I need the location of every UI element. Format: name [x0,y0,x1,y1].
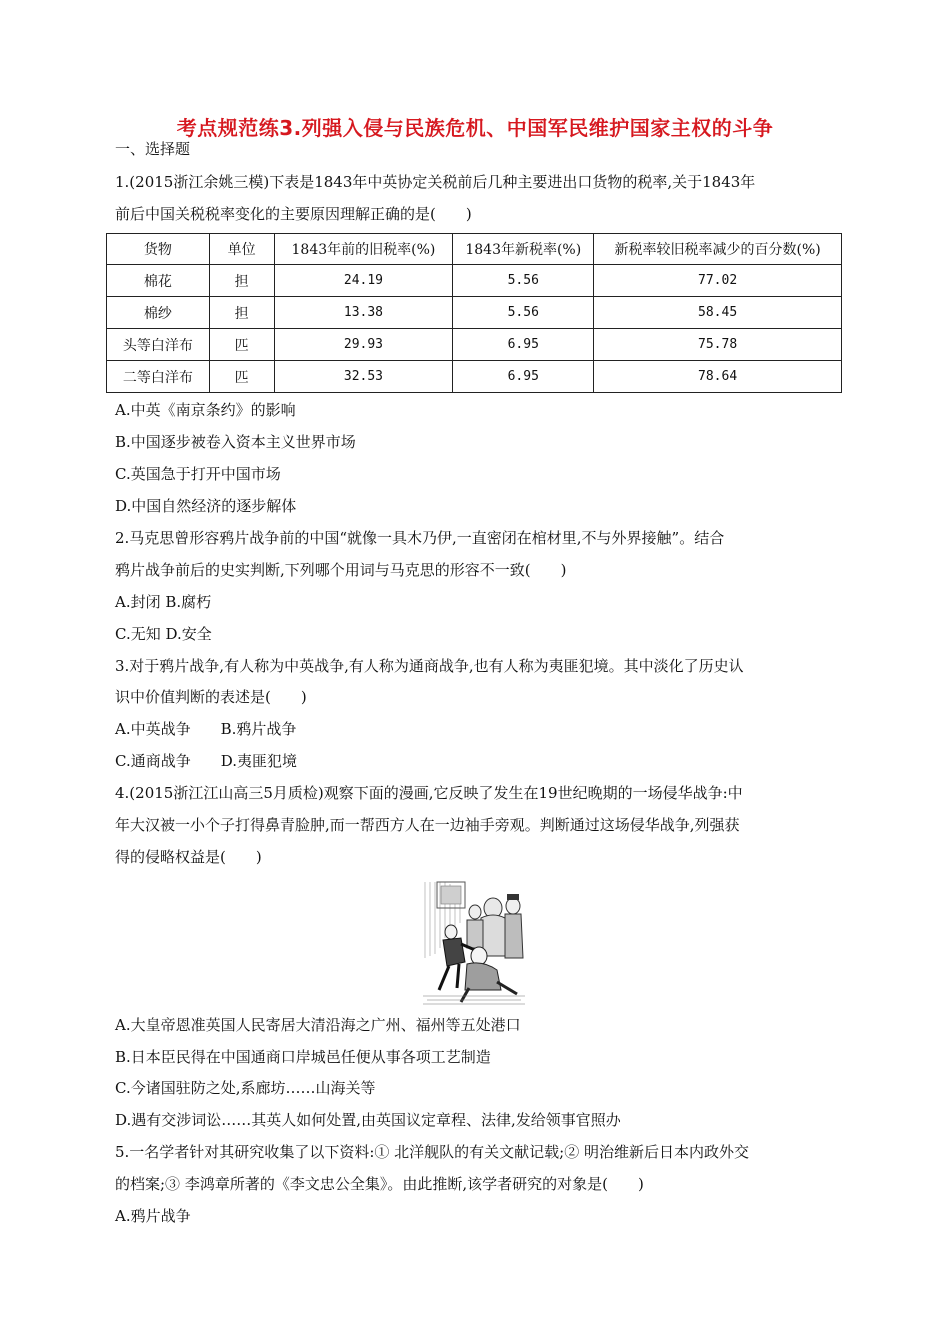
q1-option-d: D.中国自然经济的逐步解体 [115,497,297,515]
table-row [107,297,842,329]
table-cell: 棉纱 [107,297,210,329]
q4-option-b: B.日本臣民得在中国通商口岸城邑任便从事各项工艺制造 [115,1048,491,1066]
table-header-cell: 1843年前的旧税率(%) [274,234,453,265]
table-row [107,329,842,361]
table-cell: 6.95 [453,329,594,361]
tax-rate-table [106,233,842,393]
q1-stem-line2: 前后中国关税税率变化的主要原因理解正确的是( ) [115,205,472,223]
table-cell: 担 [209,265,274,297]
table-cell: 棉花 [107,265,210,297]
q4-option-c: C.今诸国驻防之处,系廊坊……山海关等 [115,1079,376,1097]
table-cell: 29.93 [274,329,453,361]
q4-option-d: D.遇有交涉词讼……其英人如何处置,由英国议定章程、法律,发给领事官照办 [115,1111,621,1129]
table-header-cell: 货物 [107,234,210,265]
table-cell: 5.56 [453,265,594,297]
table-cell: 78.64 [594,361,842,393]
q1-stem-line1: 1.(2015浙江余姚三模)下表是1843年中英协定关税前后几种主要进出口货物的税率,关于1843年 [115,173,756,191]
table-row [107,265,842,297]
q2-options-ab: A.封闭 B.腐朽 [115,593,212,611]
q1-option-b: B.中国逐步被卷入资本主义世界市场 [115,433,356,451]
q3-options-ab: A.中英战争 B.鸦片战争 [115,720,297,738]
section-heading: 一、选择题 [115,140,191,158]
table-header-cell: 新税率较旧税率减少的百分数(%) [594,234,842,265]
table-cell: 24.19 [274,265,453,297]
q2-options-cd: C.无知 D.安全 [115,625,212,643]
table-cell: 58.45 [594,297,842,329]
q2-stem-line1: 2.马克思曾形容鸦片战争前的中国“就像一具木乃伊,一直密闭在棺材里,不与外界接触”。结合 [115,529,725,547]
table-cell: 匹 [209,361,274,393]
table-cell: 13.38 [274,297,453,329]
table-cell: 32.53 [274,361,453,393]
q4-stem-line1: 4.(2015浙江江山高三5月质检)观察下面的漫画,它反映了发生在19世纪晚期的一场侵华战争:中 [115,784,743,802]
war-cartoon-image [421,878,527,1008]
q4-stem-line2: 年大汉被一小个子打得鼻青脸肿,而一帮西方人在一边袖手旁观。判断通过这场侵华战争,列强获 [115,816,740,834]
table-cell: 匹 [209,329,274,361]
q4-stem-line3: 得的侵略权益是( ) [115,848,262,866]
table-cell: 二等白洋布 [107,361,210,393]
table-cell: 6.95 [453,361,594,393]
q5-option-a: A.鸦片战争 [115,1207,191,1225]
table-header-row [107,234,842,265]
q3-stem-line2: 识中价值判断的表述是( ) [115,688,307,706]
q1-option-c: C.英国急于打开中国市场 [115,465,281,483]
q3-options-cd: C.通商战争 D.夷匪犯境 [115,752,297,770]
table-cell: 担 [209,297,274,329]
table-header-cell: 1843年新税率(%) [453,234,594,265]
table-row [107,361,842,393]
q5-stem-line1: 5.一名学者针对其研究收集了以下资料:① 北洋舰队的有关文献记载;② 明治维新后日本内政外交 [115,1143,749,1161]
table-cell: 75.78 [594,329,842,361]
table-cell: 头等白洋布 [107,329,210,361]
table-header-cell: 单位 [209,234,274,265]
table-cell: 5.56 [453,297,594,329]
table-cell: 77.02 [594,265,842,297]
q1-option-a: A.中英《南京条约》的影响 [115,401,296,419]
q5-stem-line2: 的档案;③ 李鸿章所著的《李文忠公全集》。由此推断,该学者研究的对象是( ) [115,1175,644,1193]
q3-stem-line1: 3.对于鸦片战争,有人称为中英战争,有人称为通商战争,也有人称为夷匪犯境。其中淡化了历史认 [115,657,744,675]
page-title: 考点规范练3.列强入侵与民族危机、中国军民维护国家主权的斗争 [176,116,774,140]
q2-stem-line2: 鸦片战争前后的史实判断,下列哪个用词与马克思的形容不一致( ) [115,561,567,579]
q4-option-a: A.大皇帝恩准英国人民寄居大清沿海之广州、福州等五处港口 [115,1016,521,1034]
